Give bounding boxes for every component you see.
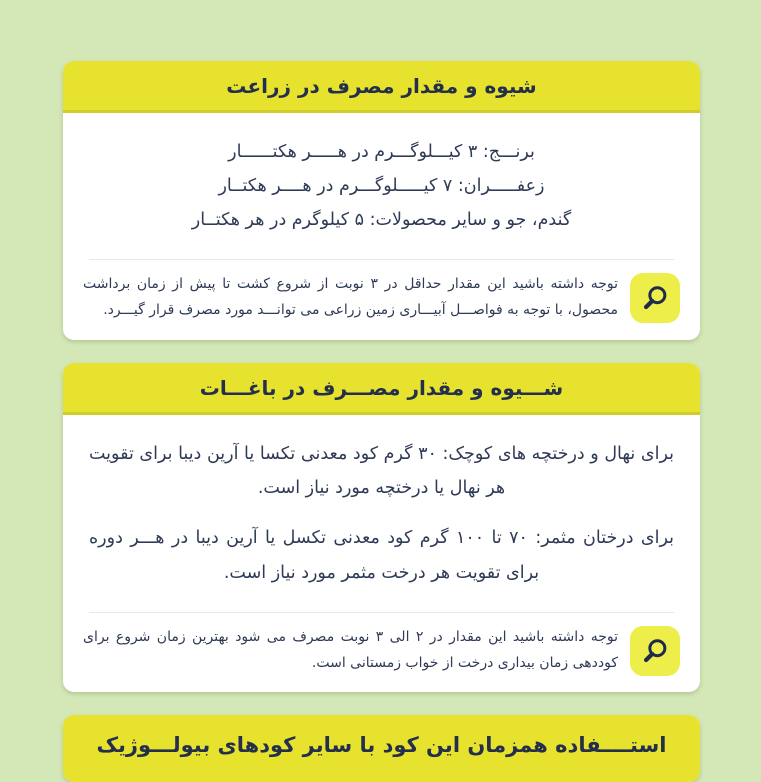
list-item: برنـــج: ۳ کیـــلوگـــرم در هـــــر هکتــــــار bbox=[228, 142, 535, 162]
note-section-agriculture bbox=[63, 259, 700, 340]
list-item: گندم، جو و سایر محصولات: ۵ کیلوگرم در هر هکتــار bbox=[191, 210, 572, 231]
paragraph-seedlings: برای نهال و درختچه های کوچک: ۳۰ گرم کود معدنی تکسا یا آرین دیبا برای تقویت هر نهال یا درختچه مورد نیاز است. bbox=[89, 444, 674, 499]
note-agriculture-text: توجه داشته باشید این مقدار حداقل در ۳ نوبت از شروع کشت تا پیش از زمان برداشت محصول، با توجه به فواصـــل آبیـــاری زمین زراعی می توانـــد مورد مصرف قرار گیـــرد. bbox=[83, 276, 618, 319]
note-agriculture bbox=[83, 272, 680, 324]
divider bbox=[89, 612, 674, 613]
card-biological-fertilizer-title: استــــفاده همزمان این کود با سایر کودهای بیولـــوژیک bbox=[63, 715, 700, 781]
note-orchard bbox=[83, 625, 680, 677]
note-orchard-text: توجه داشته باشید این مقدار در ۲ الی ۳ نوبت مصرف می شود بهترین زمان شروع برای کوددهی زمان بیداری درخت از خواب زمستانی است. bbox=[83, 628, 618, 671]
magnifier-icon bbox=[630, 273, 680, 323]
divider bbox=[89, 259, 674, 260]
card-biological-fertilizer bbox=[63, 715, 700, 781]
card-orchard-body bbox=[63, 415, 700, 606]
card-agriculture bbox=[63, 61, 700, 340]
card-orchard bbox=[63, 363, 700, 692]
card-agriculture-title: شیوه و مقدار مصرف در زراعت bbox=[63, 61, 700, 113]
list-item: زعفـــــران: ۷ کیـــــلوگـــرم در هــــر هکتــار bbox=[218, 176, 545, 197]
dosage-list-agriculture bbox=[89, 135, 674, 237]
magnifier-icon bbox=[630, 626, 680, 676]
paragraph-fruit-trees: برای درختان مثمر: ۷۰ تا ۱۰۰ گرم کود معدنی تکسل یا آرین دیبا در هـــر دوره برای تقویت هر درخت مثمر مورد نیاز است. bbox=[89, 528, 674, 583]
note-section-orchard bbox=[63, 612, 700, 693]
card-orchard-title: شـــیوه و مقدار مصـــرف در باغـــات bbox=[63, 363, 700, 415]
card-agriculture-body bbox=[63, 113, 700, 253]
